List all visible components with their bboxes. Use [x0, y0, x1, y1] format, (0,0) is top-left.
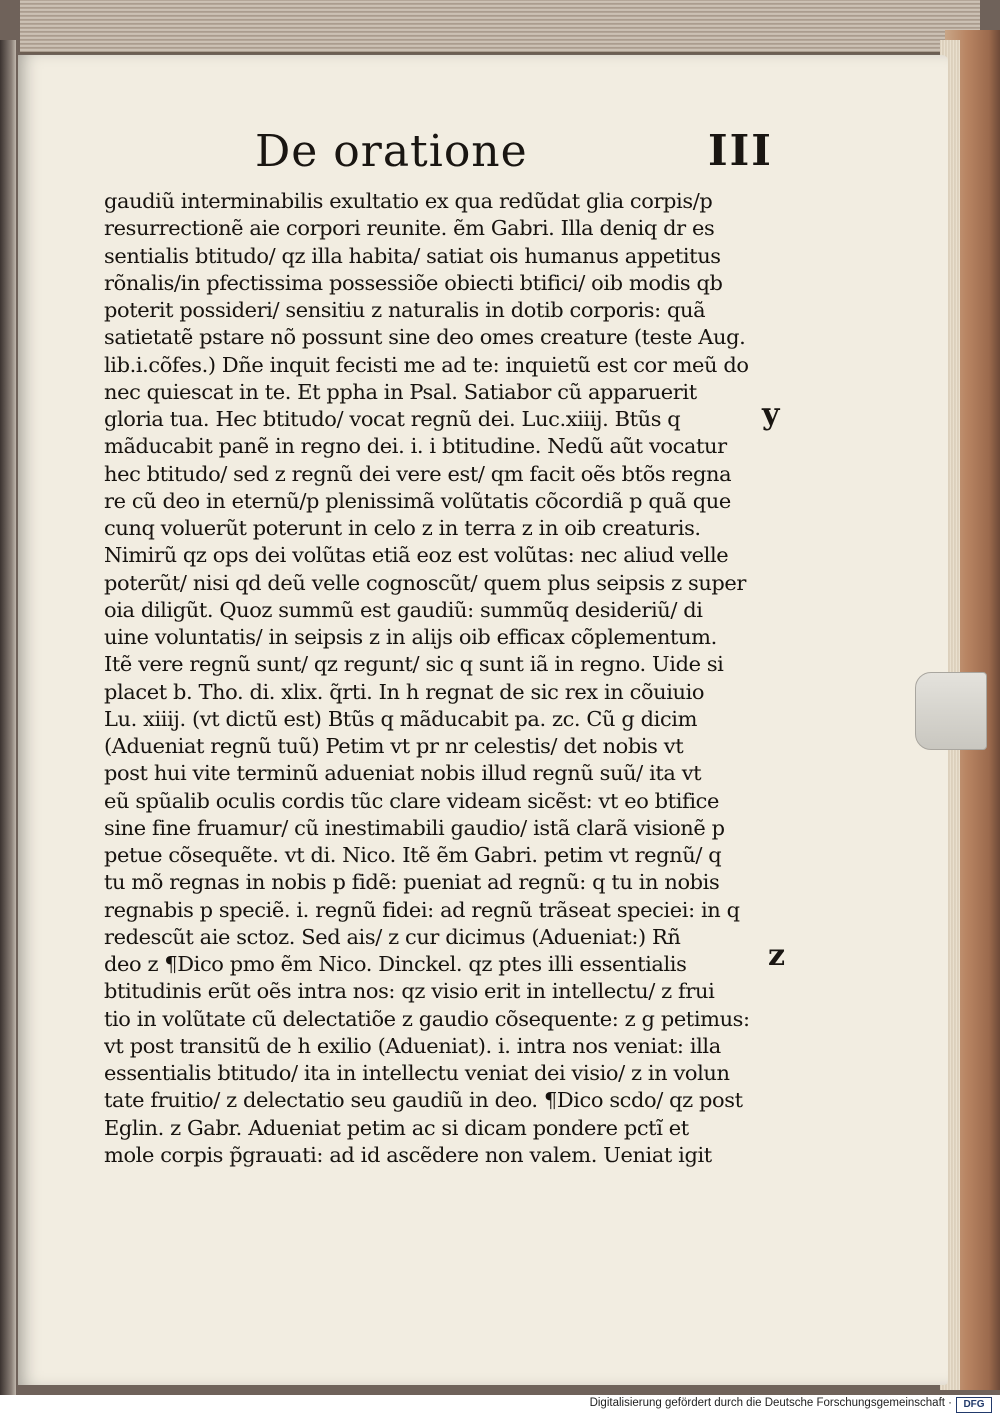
text-line: Lu. xiiij. (vt dictũ est) Btũs q mãducabit pa. zc. Cũ g dicim: [104, 706, 698, 731]
text-line: gloria tua. Hec btitudo/ vocat regnũ dei. Luc.xiiij. Btũs q: [104, 407, 681, 431]
text-line: btitudinis erũt oẽs intra nos: qz visio erit in intellectu/ z frui: [104, 979, 715, 1004]
text-line: cunq voluerũt poterunt in celo z in terra z in oib creaturis.: [104, 516, 701, 540]
text-line: tio in volũtate cũ delectatiõe z gaudio cõsequente: z g petimus:: [104, 1006, 750, 1031]
text-line: post hui vite terminũ adueniat nobis illud regnũ suũ/ ita vt: [104, 761, 702, 786]
text-line: uine voluntatis/ in seipsis z in alijs oib efficax cõplementum.: [104, 625, 717, 649]
text-line: gaudiũ interminabilis exultatio ex qua redũdat glia corpis/p: [104, 189, 713, 213]
text-line: tu mõ regnas in nobis p fidẽ: pueniat ad regnũ: q tu in nobis: [104, 870, 720, 895]
page-clamp: [915, 672, 987, 750]
text-line: sine fine fruamur/ cũ inestimabili gaudio/ istã clarã visionẽ p: [104, 815, 725, 840]
signature-mark-y: y: [762, 397, 780, 432]
text-line: tate fruitio/ z delectatio seu gaudiũ in deo. ¶Dico scdo/ qz post: [104, 1088, 743, 1113]
text-line: lib.i.cõfes.) Dñe inquit fecisti me ad te: inquietũ est cor meũ do: [104, 352, 749, 377]
text-line: (Adueniat regnũ tuũ) Petim vt pr nr celestis/ det nobis vt: [104, 734, 684, 758]
text-line: sentialis btitudo/ qz illa habita/ satiat ois humanus appetitus: [104, 243, 721, 268]
text-line: eũ spũalib oculis cordis tũc clare videam sicẽst: vt eo btifice: [104, 788, 719, 813]
book-top-edge: [20, 0, 980, 54]
text-line: resurrectionẽ aie corpori reunite. ẽm Gabri. Illa deniq dr es: [104, 216, 715, 241]
text-line: deo z ¶Dico pmo ẽm Nico. Dinckel. qz ptes illi essentialis: [104, 952, 687, 976]
text-line: Eglin. z Gabr. Adueniat petim ac si dicam pondere pctĩ et: [104, 1115, 689, 1140]
text-line: vt post transitũ de h exilio (Adueniat). i. intra nos veniat: illa: [104, 1033, 721, 1058]
left-page-edge: [0, 40, 16, 1395]
text-line: regnabis p speciẽ. i. regnũ fidei: ad regnũ trãseat speciei: in q: [104, 897, 740, 922]
page-heading: De oratione: [255, 126, 528, 177]
footer-credit: Digitalisierung gefördert durch die Deutsche Forschungsgemeinschaft ·: [589, 1397, 952, 1409]
text-line: oia diligũt. Quoz summũ est gaudiũ: summũq desideriũ/ di: [104, 597, 703, 622]
folio-number: III: [708, 126, 773, 175]
text-line: Itẽ vere regnũ sunt/ qz regunt/ sic q sunt iã in regno. Uide si: [104, 652, 724, 677]
text-line: poterũt/ nisi qd deũ velle cognoscũt/ quem plus seipsis z super: [104, 570, 747, 595]
text-line: re cũ deo in eternũ/p plenissimã volũtatis cõcordiã p quã que: [104, 488, 731, 513]
signature-mark-z: z: [768, 938, 786, 973]
text-line: placet b. Tho. di. xlix. q̃rti. In h regnat de sic rex in cõuiuio: [104, 679, 705, 704]
text-line: satietatẽ pstare nõ possunt sine deo omes creature (teste Aug.: [104, 325, 746, 350]
text-line: essentialis btitudo/ ita in intellectu veniat dei visio/ z in volun: [104, 1061, 730, 1085]
text-line: hec btitudo/ sed z regnũ dei vere est/ qm facit oẽs btõs regna: [104, 461, 732, 486]
text-line: nec quiescat in te. Et ppha in Psal. Satiabor cũ apparuerit: [104, 379, 697, 404]
text-line: petue cõsequẽte. vt di. Nico. Itẽ ẽm Gabri. petim vt regnũ/ q: [104, 843, 722, 867]
text-line: Nimirũ qz ops dei volũtas etiã eoz est volũtas: nec aliud velle: [104, 543, 729, 568]
text-line: poterit possideri/ sensitiu z naturalis in dotib corporis: quã: [104, 298, 706, 322]
dfg-logo: DFG: [956, 1397, 992, 1413]
text-line: rõnalis/in pfectissima possessiõe obiecti btifici/ oib modis qb: [104, 270, 723, 295]
body-text: [104, 188, 754, 1169]
text-line: mole corpis p̃grauati: ad id ascẽdere non valem. Ueniat igit: [104, 1142, 712, 1167]
text-line: mãducabit panẽ in regno dei. i. i btitudine. Nedũ aũt vocatur: [104, 434, 727, 459]
text-line: redescũt aie sctoz. Sed ais/ z cur dicimus (Adueniat:) Rñ: [104, 924, 681, 949]
